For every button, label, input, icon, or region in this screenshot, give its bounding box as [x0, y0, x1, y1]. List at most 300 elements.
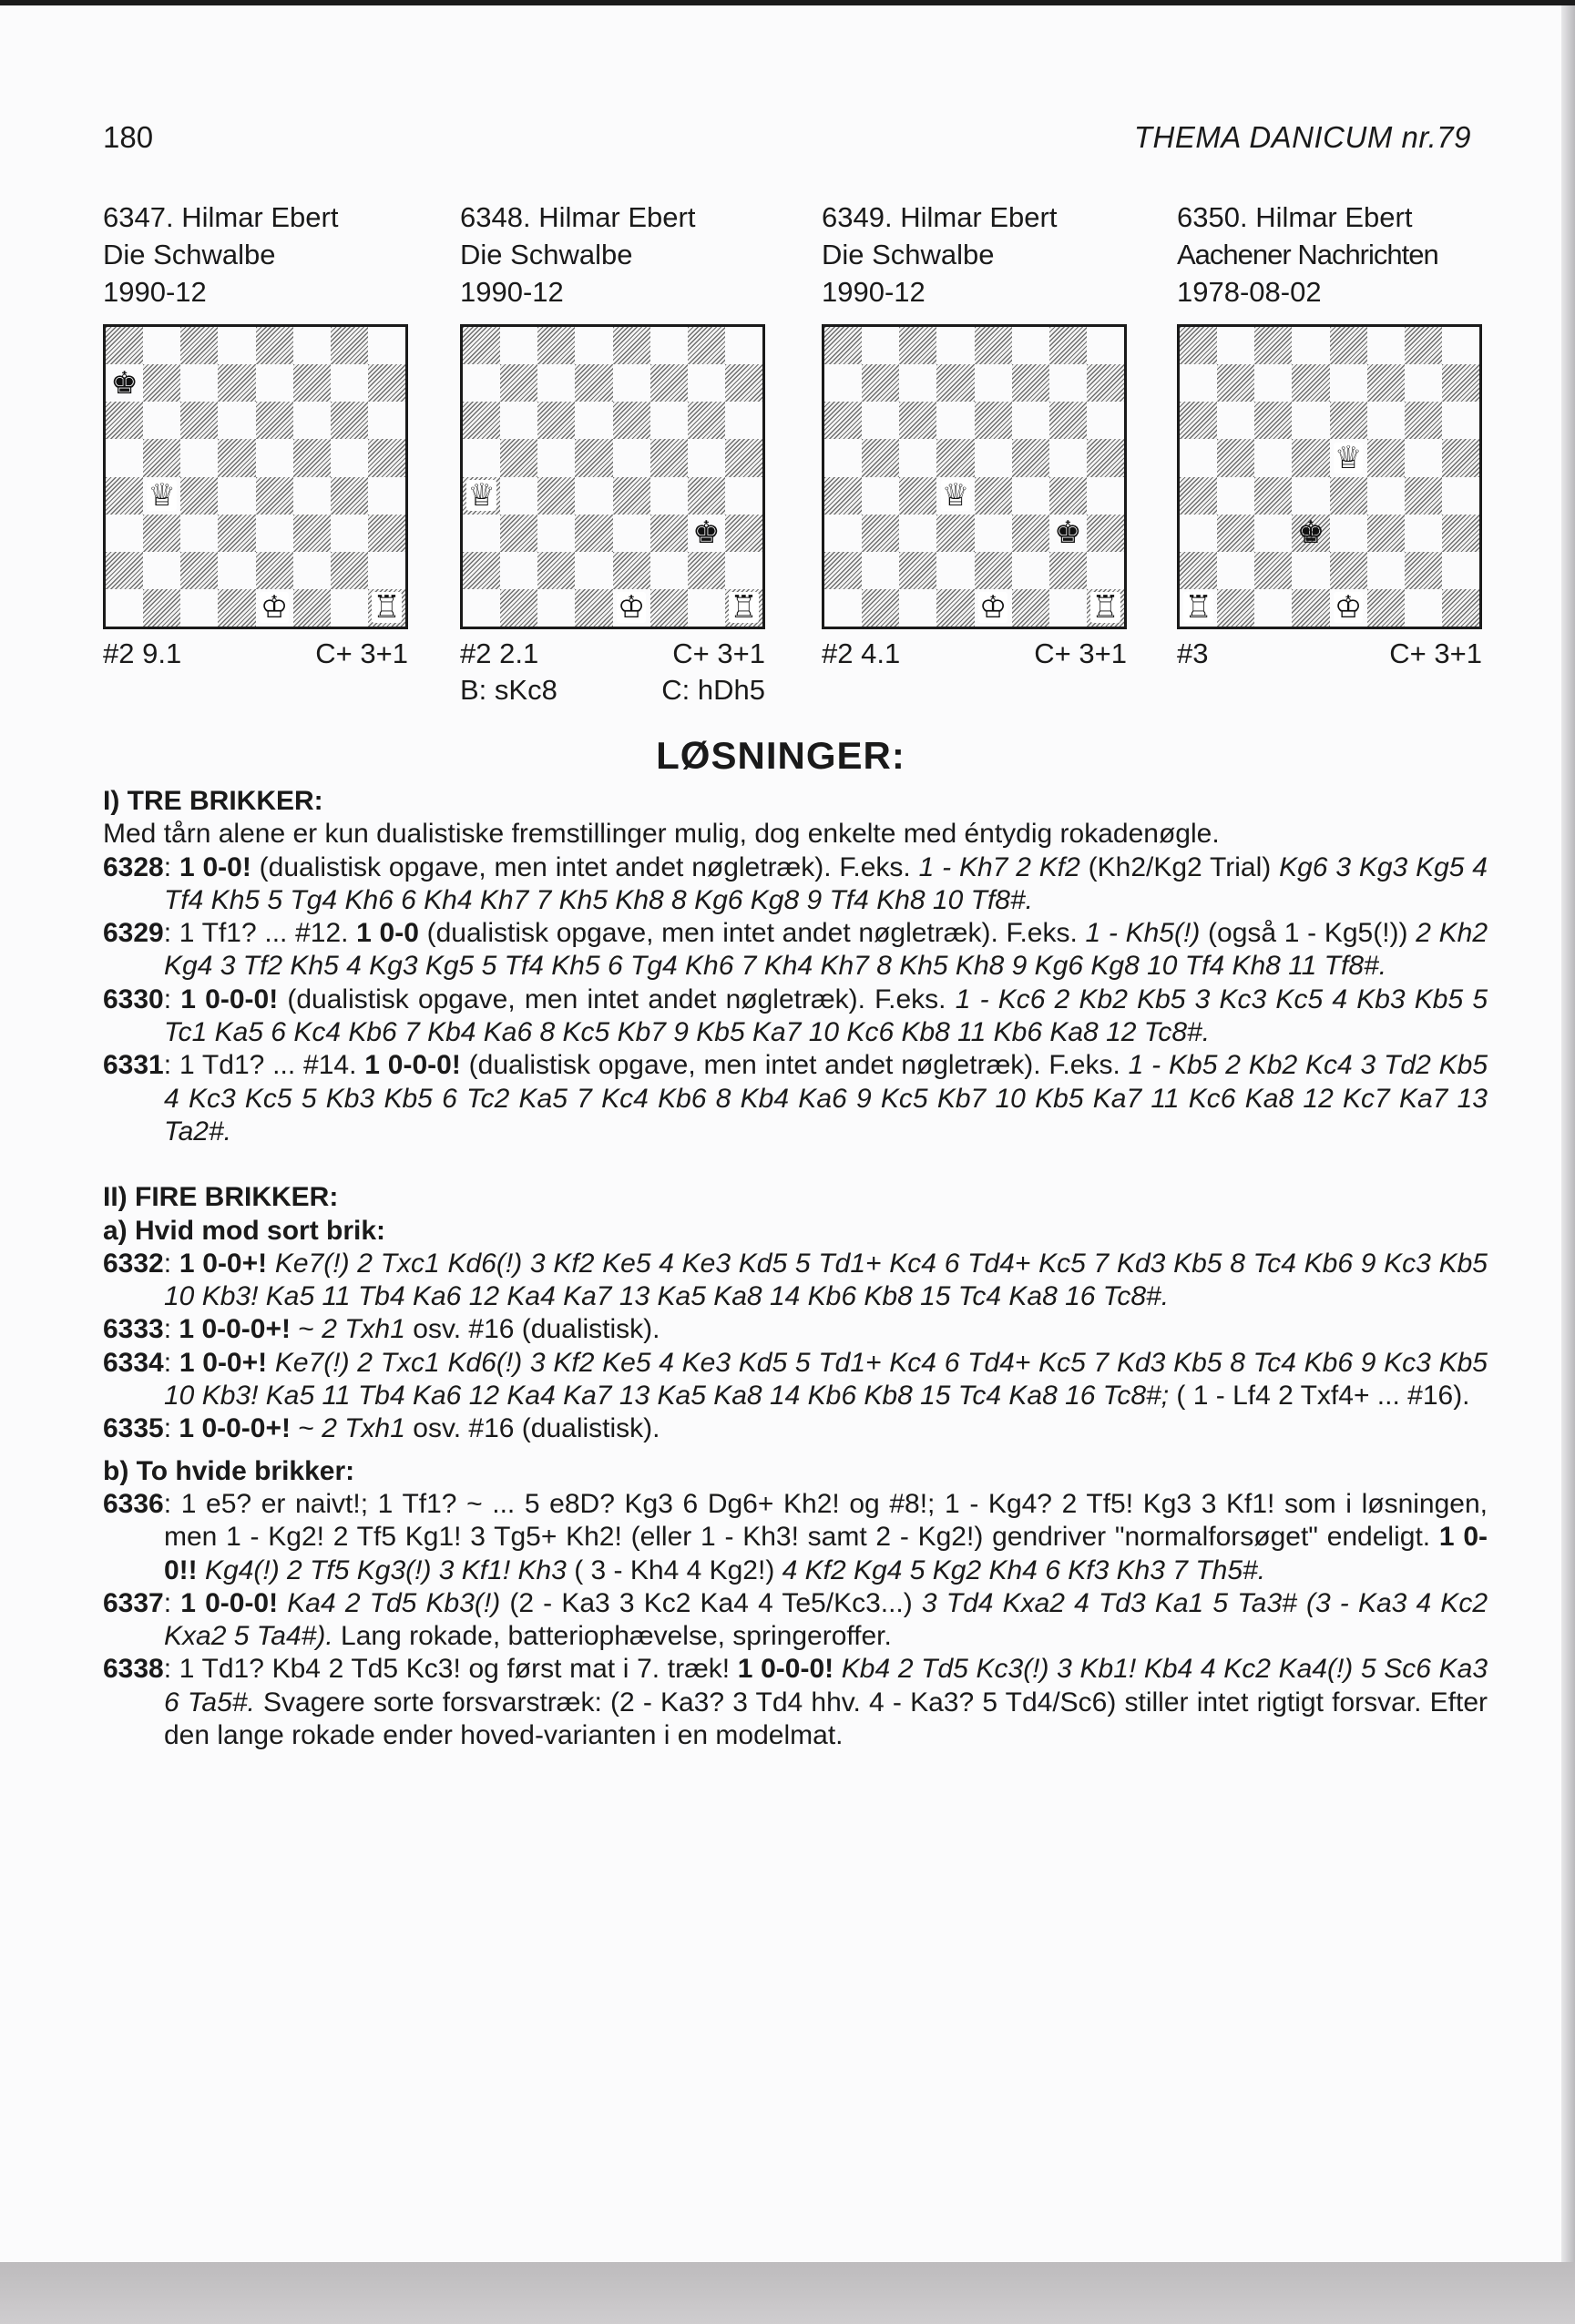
square-c7 — [1254, 364, 1292, 402]
solutions-body — [103, 785, 1488, 1752]
square-h4 — [368, 477, 405, 515]
subsection-heading-b: b) To hvide brikker: — [103, 1455, 355, 1486]
square-h3 — [1087, 515, 1124, 552]
square-e1 — [1330, 589, 1367, 627]
square-e4 — [975, 477, 1012, 515]
square-f7 — [650, 364, 688, 402]
square-e6 — [256, 402, 293, 439]
variation-moves: 1 - Kc6 2 Kb2 Kb5 3 Kc3 Kc5 4 Kb3 Kb5 5 Tc1 Ka5 6 Kc4 Kb6 7 Kb4 Ka6 8 Kc5 Kb7 9 Kb5 Ka7 10 Kc6 Kb8 11 Kb6 Ka8 12 Tc8#. — [164, 984, 1488, 1048]
solution-number: 6334 — [103, 1347, 164, 1378]
square-f8 — [293, 327, 331, 364]
key-move: 1 0-0 — [356, 918, 419, 949]
square-h2 — [1442, 552, 1479, 589]
chess-board — [1177, 324, 1482, 629]
square-h4 — [1442, 477, 1479, 515]
square-g5 — [688, 439, 725, 476]
square-e2 — [613, 552, 650, 589]
square-f3 — [1367, 515, 1405, 552]
square-h8 — [1087, 327, 1124, 364]
variation-moves: 2 Txh1 — [322, 1314, 405, 1345]
square-g2 — [331, 552, 368, 589]
square-a4 — [106, 477, 143, 515]
square-g3 — [331, 515, 368, 552]
solution-text: (dualistisk opgave, men intet andet nøgletræk). F.eks. — [418, 918, 1086, 949]
variation-moves: Kg6 3 Kg3 Kg5 4 Tf4 Kh5 5 Tg4 Kh6 6 Kh4 Kh7 7 Kh5 Kh8 8 Kg6 Kg8 9 Tf4 Kh8 10 Tf8#. — [164, 851, 1488, 915]
square-c3 — [1254, 515, 1292, 552]
square-g3 — [1049, 515, 1087, 552]
problem-6347 — [103, 199, 417, 669]
square-a1 — [463, 589, 500, 627]
solution-text: 1 Td1? Kb4 2 Td5 Kc3! og først mat i 7. træk! — [179, 1654, 738, 1685]
square-g8 — [688, 327, 725, 364]
square-h4 — [725, 477, 762, 515]
square-c8 — [899, 327, 936, 364]
square-a2 — [824, 552, 862, 589]
square-b8 — [500, 327, 537, 364]
square-b3 — [1217, 515, 1254, 552]
square-d7 — [575, 364, 612, 402]
white-rook-icon: ♖ — [730, 589, 758, 627]
square-a6 — [463, 402, 500, 439]
solution-text — [267, 1348, 275, 1378]
square-a5 — [106, 439, 143, 476]
white-queen-icon: ♕ — [148, 477, 176, 515]
square-f5 — [1367, 439, 1405, 476]
square-b2 — [500, 552, 537, 589]
solution-number: 6329 — [103, 918, 164, 949]
solution-6336: 6336: 1 e5? er naivt!; 1 Tf1? ~ ... 5 e8D? Kg3 6 Dg6+ Kh2! og #8!; 1 - Kg4? 2 Tf5! Kg3 3 Kf1! som i løsningen, men 1 - Kg2! 2 Tf5 Kg1! 3 Tg5+ Kh2! (eller 1 - Kh3! samt 2 - Kg2!) gendriver "normalforsøget" endeligt. 1 0-0!! Kg4(!) 2 Tf5 Kg3(!) 3 Kf1! Kh3 ( 3 - Kh4 4 Kg2!) 4 Kf2 Kg4 5 Kg2 Kh4 6 Kf3 Kh3 7 Th5#. — [103, 1488, 1488, 1585]
white-king-icon: ♔ — [617, 589, 646, 627]
square-b7 — [143, 364, 180, 402]
square-d2 — [218, 552, 255, 589]
variation-moves: 1 - Kh7 2 Kf2 — [918, 851, 1080, 882]
section-heading-tre-brikker: I) TRE BRIKKER: — [103, 786, 323, 816]
piece-count: C+ 3+1 — [672, 637, 765, 669]
square-g8 — [1049, 327, 1087, 364]
square-d3 — [218, 515, 255, 552]
square-b5 — [143, 439, 180, 476]
square-a3 — [1180, 515, 1217, 552]
square-b1 — [1217, 589, 1254, 627]
square-g2 — [1049, 552, 1087, 589]
square-c6 — [899, 402, 936, 439]
variation-moves: Ka4 2 Td5 Kb3(!) — [287, 1587, 501, 1618]
square-b6 — [862, 402, 899, 439]
key-move: 1 0-0-0+! — [179, 1413, 291, 1444]
square-e7 — [613, 364, 650, 402]
solution-text: (også 1 - Kg5(!)) — [1200, 918, 1416, 949]
square-e8 — [256, 327, 293, 364]
solution-text: Lang rokade, batteriophævelse, springeroffer. — [332, 1621, 892, 1652]
square-d8 — [575, 327, 612, 364]
piece-count: C+ 3+1 — [1034, 637, 1127, 669]
square-e2 — [1330, 552, 1367, 589]
solution-6333: 6333: 1 0-0-0+! ~ 2 Txh1 osv. #16 (dualistisk). — [103, 1314, 660, 1345]
square-d1 — [936, 589, 974, 627]
square-e6 — [975, 402, 1012, 439]
white-queen-icon: ♕ — [1334, 439, 1363, 476]
square-b6 — [500, 402, 537, 439]
square-d6 — [218, 402, 255, 439]
variation-moves: 4 Kf2 Kg4 5 Kg2 Kh4 6 Kf3 Kh3 7 Th5#. — [782, 1554, 1266, 1585]
problem-date: 1990-12 — [460, 276, 564, 308]
square-b5 — [1217, 439, 1254, 476]
square-a7 — [106, 364, 143, 402]
solution-text: (dualistisk opgave, men intet andet nøgletræk). F.eks. — [251, 851, 919, 882]
white-queen-icon: ♕ — [941, 477, 970, 515]
solution-6332: 6332: 1 0-0+! Ke7(!) 2 Txc1 Kd6(!) 3 Kf2 Ke5 4 Ke3 Kd5 5 Td1+ Kc4 6 Td4+ Kc5 7 Kd3 Kb5 8 Tc4 Kb6 9 Kc3 Kb5 10 Kb3! Ka5 11 Tb4 Ka6 12 Ka4 Ka7 13 Ka5 Ka8 14 Kb6 Kb8 15 Tc4 Ka8 16 Tc8#. — [103, 1248, 1488, 1312]
key-move: 1 0-0+! — [179, 1248, 268, 1279]
subsection-heading-a: a) Hvid mod sort brik: — [103, 1215, 386, 1246]
square-b1 — [500, 589, 537, 627]
square-f3 — [293, 515, 331, 552]
square-d6 — [936, 402, 974, 439]
square-e7 — [975, 364, 1012, 402]
square-a5 — [824, 439, 862, 476]
square-b2 — [1217, 552, 1254, 589]
square-h1 — [1442, 589, 1479, 627]
variation-moves: Kb4 2 Td5 Kc3(!) 3 Kb1! Kb4 4 Kc2 Ka4(!) 5 Sc6 Ka3 6 Ta5#. — [164, 1654, 1488, 1718]
square-d3 — [1292, 515, 1329, 552]
square-e3 — [256, 515, 293, 552]
square-d5 — [1292, 439, 1329, 476]
key-move: 1 0-0! — [179, 851, 251, 882]
square-f4 — [1367, 477, 1405, 515]
square-h7 — [1087, 364, 1124, 402]
square-g5 — [1405, 439, 1442, 476]
solution-6338: 6338: 1 Td1? Kb4 2 Td5 Kc3! og først mat i 7. træk! 1 0-0-0! Kb4 2 Td5 Kc3(!) 3 Kb1! Kb4 4 Kc2 Ka4(!) 5 Sc6 Ka3 6 Ta5#. Svagere sorte forsvarstræk: (2 - Ka3? 3 Td4 hhv. 4 - Ka3? 5 Td4/Sc6) stiller intet rigtigt forsvar. Efter den lange rokade ender hoved-varianten i en modelmat. — [103, 1654, 1488, 1751]
problem-date: 1990-12 — [822, 276, 926, 308]
square-b8 — [143, 327, 180, 364]
spacer — [103, 1148, 1488, 1181]
square-c4 — [180, 477, 218, 515]
square-g6 — [1405, 402, 1442, 439]
square-g4 — [688, 477, 725, 515]
square-e1 — [975, 589, 1012, 627]
book-page — [0, 5, 1561, 2262]
key-move: 1 0-0-0+! — [179, 1314, 291, 1345]
square-c8 — [180, 327, 218, 364]
square-d2 — [1292, 552, 1329, 589]
twin-b: B: sKc8 — [460, 674, 557, 706]
square-a8 — [1180, 327, 1217, 364]
square-a3 — [463, 515, 500, 552]
square-c6 — [180, 402, 218, 439]
square-b6 — [1217, 402, 1254, 439]
solution-text: (dualistisk opgave, men intet andet nøgletræk). F.eks. — [460, 1050, 1129, 1081]
square-d5 — [936, 439, 974, 476]
solution-text — [198, 1555, 205, 1585]
piece-count: C+ 3+1 — [1389, 637, 1482, 669]
square-b7 — [862, 364, 899, 402]
square-f6 — [650, 402, 688, 439]
page-number: 180 — [103, 120, 154, 154]
solution-text: ~ — [291, 1314, 322, 1345]
square-c4 — [899, 477, 936, 515]
problem-date: 1978-08-02 — [1177, 276, 1322, 308]
square-e5 — [1330, 439, 1367, 476]
problem-number: 6347. — [103, 201, 174, 233]
square-f1 — [293, 589, 331, 627]
square-c2 — [180, 552, 218, 589]
black-king-icon: ♚ — [692, 515, 721, 552]
square-h7 — [1442, 364, 1479, 402]
square-f8 — [1012, 327, 1049, 364]
problem-number: 6350. — [1177, 201, 1248, 233]
square-a1 — [106, 589, 143, 627]
running-header: THEMA DANICUM nr.79 — [1133, 120, 1471, 154]
solution-number: 6331 — [103, 1050, 164, 1081]
square-d4 — [575, 477, 612, 515]
square-a1 — [824, 589, 862, 627]
stipulation: #2 9.1 — [103, 637, 182, 669]
solution-number: 6337 — [103, 1587, 164, 1618]
piece-count: C+ 3+1 — [315, 637, 408, 669]
chess-board — [460, 324, 765, 629]
solution-text: Svagere sorte forsvarstræk: (2 - Ka3? 3 Td4 hhv. 4 - Ka3? 5 Td4/Sc6) stiller intet rigtigt forsvar. Efter den lange rokade ender hoved-varianten i en modelmat. — [164, 1687, 1488, 1751]
square-b5 — [500, 439, 537, 476]
square-e2 — [975, 552, 1012, 589]
problem-source: Aachener Nachrichten — [1177, 239, 1438, 270]
square-a7 — [1180, 364, 1217, 402]
square-a4 — [1180, 477, 1217, 515]
square-f3 — [650, 515, 688, 552]
key-move: 1 0-0+! — [179, 1347, 268, 1378]
square-c7 — [899, 364, 936, 402]
square-e5 — [975, 439, 1012, 476]
solution-6329: 6329: 1 Tf1? ... #12. 1 0-0 (dualistisk opgave, men intet andet nøgletræk). F.eks. 1 - Kh5(!) (også 1 - Kg5(!)) 2 Kh2 Kg4 3 Tf2 Kh5 4 Kg3 Kg5 5 Tf4 Kh5 6 Tg4 Kh6 7 Kh4 Kh7 8 Kh5 Kh8 9 Kg6 Kg8 10 Tf4 Kh8 11 Tf8#. — [103, 918, 1488, 982]
square-a8 — [106, 327, 143, 364]
square-d1 — [218, 589, 255, 627]
square-d4 — [218, 477, 255, 515]
square-a8 — [463, 327, 500, 364]
square-d6 — [1292, 402, 1329, 439]
square-a4 — [824, 477, 862, 515]
square-a2 — [463, 552, 500, 589]
square-f7 — [1367, 364, 1405, 402]
black-king-icon: ♚ — [1296, 515, 1325, 552]
solution-text: osv. #16 (dualistisk). — [404, 1314, 660, 1345]
problem-number: 6349. — [822, 201, 893, 233]
white-king-icon: ♔ — [1334, 589, 1363, 627]
square-h2 — [1087, 552, 1124, 589]
stipulation: #2 2.1 — [460, 637, 539, 669]
solution-text: osv. #16 (dualistisk). — [404, 1413, 660, 1444]
problem-number: 6348. — [460, 201, 531, 233]
square-f3 — [1012, 515, 1049, 552]
square-g1 — [1405, 589, 1442, 627]
solution-text: (2 - Ka3 3 Kc2 Ka4 4 Te5/Kc3...) — [500, 1587, 922, 1618]
square-b2 — [143, 552, 180, 589]
square-a4 — [463, 477, 500, 515]
square-g5 — [331, 439, 368, 476]
square-c1 — [180, 589, 218, 627]
white-queen-icon: ♕ — [467, 477, 496, 515]
square-a2 — [106, 552, 143, 589]
square-g5 — [1049, 439, 1087, 476]
square-h1 — [1087, 589, 1124, 627]
square-a6 — [1180, 402, 1217, 439]
square-f2 — [293, 552, 331, 589]
square-e6 — [1330, 402, 1367, 439]
solution-number: 6333 — [103, 1314, 164, 1345]
square-d7 — [218, 364, 255, 402]
solutions-heading: LØSNINGER: — [656, 734, 905, 777]
square-g7 — [1405, 364, 1442, 402]
solution-number: 6330 — [103, 984, 164, 1014]
square-h3 — [725, 515, 762, 552]
solution-6330: 6330: 1 0-0-0! (dualistisk opgave, men intet andet nøgletræk). F.eks. 1 - Kc6 2 Kb2 Kb5 3 Kc3 Kc5 4 Kb3 Kb5 5 Tc1 Ka5 6 Kc4 Kb6 7 Kb4 Ka6 8 Kc5 Kb7 9 Kb5 Ka7 10 Kc6 Kb8 11 Kb6 Ka8 12 Tc8#. — [103, 984, 1488, 1048]
solution-number: 6335 — [103, 1413, 164, 1444]
variation-moves: 3 Td4 Kxa2 4 Td3 Ka1 5 Ta3# (3 - Ka3 4 Kc2 Kxa2 5 Ta4#). — [164, 1587, 1488, 1652]
section-intro: Med tårn alene er kun dualistiske fremstillinger mulig, dog enkelte med éntydig rokadenøgle. — [103, 819, 1220, 850]
section-heading-fire-brikker: II) FIRE BRIKKER: — [103, 1182, 339, 1213]
solution-6335: 6335: 1 0-0-0+! ~ 2 Txh1 osv. #16 (dualistisk). — [103, 1413, 660, 1444]
solution-text: (dualistisk opgave, men intet andet nøgletræk). F.eks. — [278, 984, 956, 1014]
solution-number: 6332 — [103, 1248, 164, 1279]
square-h3 — [368, 515, 405, 552]
square-e4 — [256, 477, 293, 515]
square-c1 — [899, 589, 936, 627]
white-king-icon: ♔ — [260, 589, 289, 627]
square-g6 — [688, 402, 725, 439]
key-move: 1 0-0-0! — [180, 984, 279, 1014]
square-f6 — [1367, 402, 1405, 439]
twin-c: C: hDh5 — [661, 674, 765, 706]
square-a6 — [824, 402, 862, 439]
square-e8 — [613, 327, 650, 364]
square-g1 — [331, 589, 368, 627]
square-a5 — [1180, 439, 1217, 476]
square-f7 — [1012, 364, 1049, 402]
square-e3 — [613, 515, 650, 552]
square-b8 — [862, 327, 899, 364]
solution-text: (Kh2/Kg2 Trial) — [1079, 851, 1280, 882]
variation-moves: Ke7(!) 2 Txc1 Kd6(!) 3 Kf2 Ke5 4 Ke3 Kd5 5 Td1+ Kc4 6 Td4+ Kc5 7 Kd3 Kb5 8 Tc4 Kb6 9 Kc3 Kb5 10 Kb3! Ka5 11 Tb4 Ka6 12 Ka4 Ka7 13 Ka5 Ka8 14 Kb6 Kb8 15 Tc4 Ka8 16 Tc8#; — [164, 1347, 1488, 1412]
square-g3 — [688, 515, 725, 552]
square-c1 — [537, 589, 575, 627]
solution-6328: 6328: 1 0-0! (dualistisk opgave, men intet andet nøgletræk). F.eks. 1 - Kh7 2 Kf2 (Kh2/Kg2 Trial) Kg6 3 Kg3 Kg5 4 Tf4 Kh5 5 Tg4 Kh6 6 Kh4 Kh7 7 Kh5 Kh8 8 Kg6 Kg8 9 Tf4 Kh8 10 Tf8#. — [103, 851, 1488, 915]
square-b4 — [500, 477, 537, 515]
square-h8 — [368, 327, 405, 364]
square-h5 — [368, 439, 405, 476]
solution-text: 1 Td1? ... #14. — [179, 1050, 365, 1081]
square-c7 — [180, 364, 218, 402]
square-e7 — [1330, 364, 1367, 402]
square-c5 — [1254, 439, 1292, 476]
square-h8 — [725, 327, 762, 364]
problem-6348 — [460, 199, 774, 706]
square-a8 — [824, 327, 862, 364]
square-g6 — [331, 402, 368, 439]
square-d7 — [936, 364, 974, 402]
square-e1 — [256, 589, 293, 627]
square-f5 — [293, 439, 331, 476]
solution-text: 1 e5? er naivt!; 1 Tf1? ~ ... 5 e8D? Kg3 6 Dg6+ Kh2! og #8!; 1 - Kg4? 2 Tf5! Kg3 3 Kf1! som i løsningen, men 1 - Kg2! 2 Tf5 Kg1! 3 Tg5+ Kh2! (eller 1 - Kh3! samt 2 - Kg2!) gendriver "normalforsøget" endeligt. — [164, 1488, 1488, 1553]
square-f8 — [1367, 327, 1405, 364]
square-a6 — [106, 402, 143, 439]
problem-author: Hilmar Ebert — [181, 201, 339, 233]
key-move: 1 0-0!! — [164, 1522, 1488, 1585]
square-e8 — [975, 327, 1012, 364]
square-h6 — [368, 402, 405, 439]
square-b6 — [143, 402, 180, 439]
square-h5 — [1442, 439, 1479, 476]
square-g4 — [331, 477, 368, 515]
problem-caption — [1177, 636, 1482, 672]
square-g7 — [1049, 364, 1087, 402]
square-c5 — [180, 439, 218, 476]
square-h6 — [1442, 402, 1479, 439]
square-d4 — [936, 477, 974, 515]
black-king-icon: ♚ — [110, 364, 138, 402]
variation-moves: 2 Kh2 Kg4 3 Tf2 Kh5 4 Kg3 Kg5 5 Tf4 Kh5 6 Tg4 Kh6 7 Kh4 Kh7 8 Kh5 Kh8 9 Kg6 Kg8 10 Tf4 Kh8 11 Tf8#. — [164, 918, 1488, 982]
scan-right-edge — [1561, 5, 1575, 2262]
white-rook-icon: ♖ — [1184, 589, 1212, 627]
square-b3 — [500, 515, 537, 552]
key-move: 1 0-0-0! — [737, 1654, 834, 1685]
key-move: 1 0-0-0! — [180, 1587, 279, 1618]
square-g6 — [1049, 402, 1087, 439]
variation-moves: 1 - Kh5(!) — [1085, 918, 1201, 949]
square-b7 — [1217, 364, 1254, 402]
solution-number: 6336 — [103, 1488, 164, 1519]
square-e4 — [1330, 477, 1367, 515]
square-a3 — [106, 515, 143, 552]
square-h5 — [725, 439, 762, 476]
square-a3 — [824, 515, 862, 552]
square-d6 — [575, 402, 612, 439]
square-h3 — [1442, 515, 1479, 552]
square-c5 — [537, 439, 575, 476]
square-c4 — [1254, 477, 1292, 515]
stipulation: #3 — [1177, 637, 1209, 669]
scan-bottom-edge — [0, 2262, 1575, 2324]
variation-moves: 2 Txh1 — [322, 1413, 405, 1444]
solution-text — [267, 1249, 275, 1279]
square-e5 — [613, 439, 650, 476]
square-g7 — [688, 364, 725, 402]
square-c8 — [1254, 327, 1292, 364]
square-e2 — [256, 552, 293, 589]
square-h7 — [725, 364, 762, 402]
square-e3 — [975, 515, 1012, 552]
square-f1 — [650, 589, 688, 627]
square-a7 — [463, 364, 500, 402]
square-d8 — [1292, 327, 1329, 364]
square-e7 — [256, 364, 293, 402]
square-d5 — [575, 439, 612, 476]
square-b5 — [862, 439, 899, 476]
square-e8 — [1330, 327, 1367, 364]
square-e5 — [256, 439, 293, 476]
square-b4 — [1217, 477, 1254, 515]
square-d3 — [575, 515, 612, 552]
square-d5 — [218, 439, 255, 476]
square-g7 — [331, 364, 368, 402]
square-c1 — [1254, 589, 1292, 627]
square-b1 — [862, 589, 899, 627]
key-move: 1 0-0-0! — [364, 1050, 461, 1081]
variation-moves: Kg4(!) 2 Tf5 Kg3(!) 3 Kf1! Kh3 — [205, 1554, 567, 1585]
square-g8 — [1405, 327, 1442, 364]
square-f1 — [1012, 589, 1049, 627]
solution-text: ( 1 - Lf4 2 Txf4+ ... #16). — [1169, 1381, 1470, 1412]
square-d1 — [575, 589, 612, 627]
square-g2 — [1405, 552, 1442, 589]
chess-board — [822, 324, 1127, 629]
square-b1 — [143, 589, 180, 627]
